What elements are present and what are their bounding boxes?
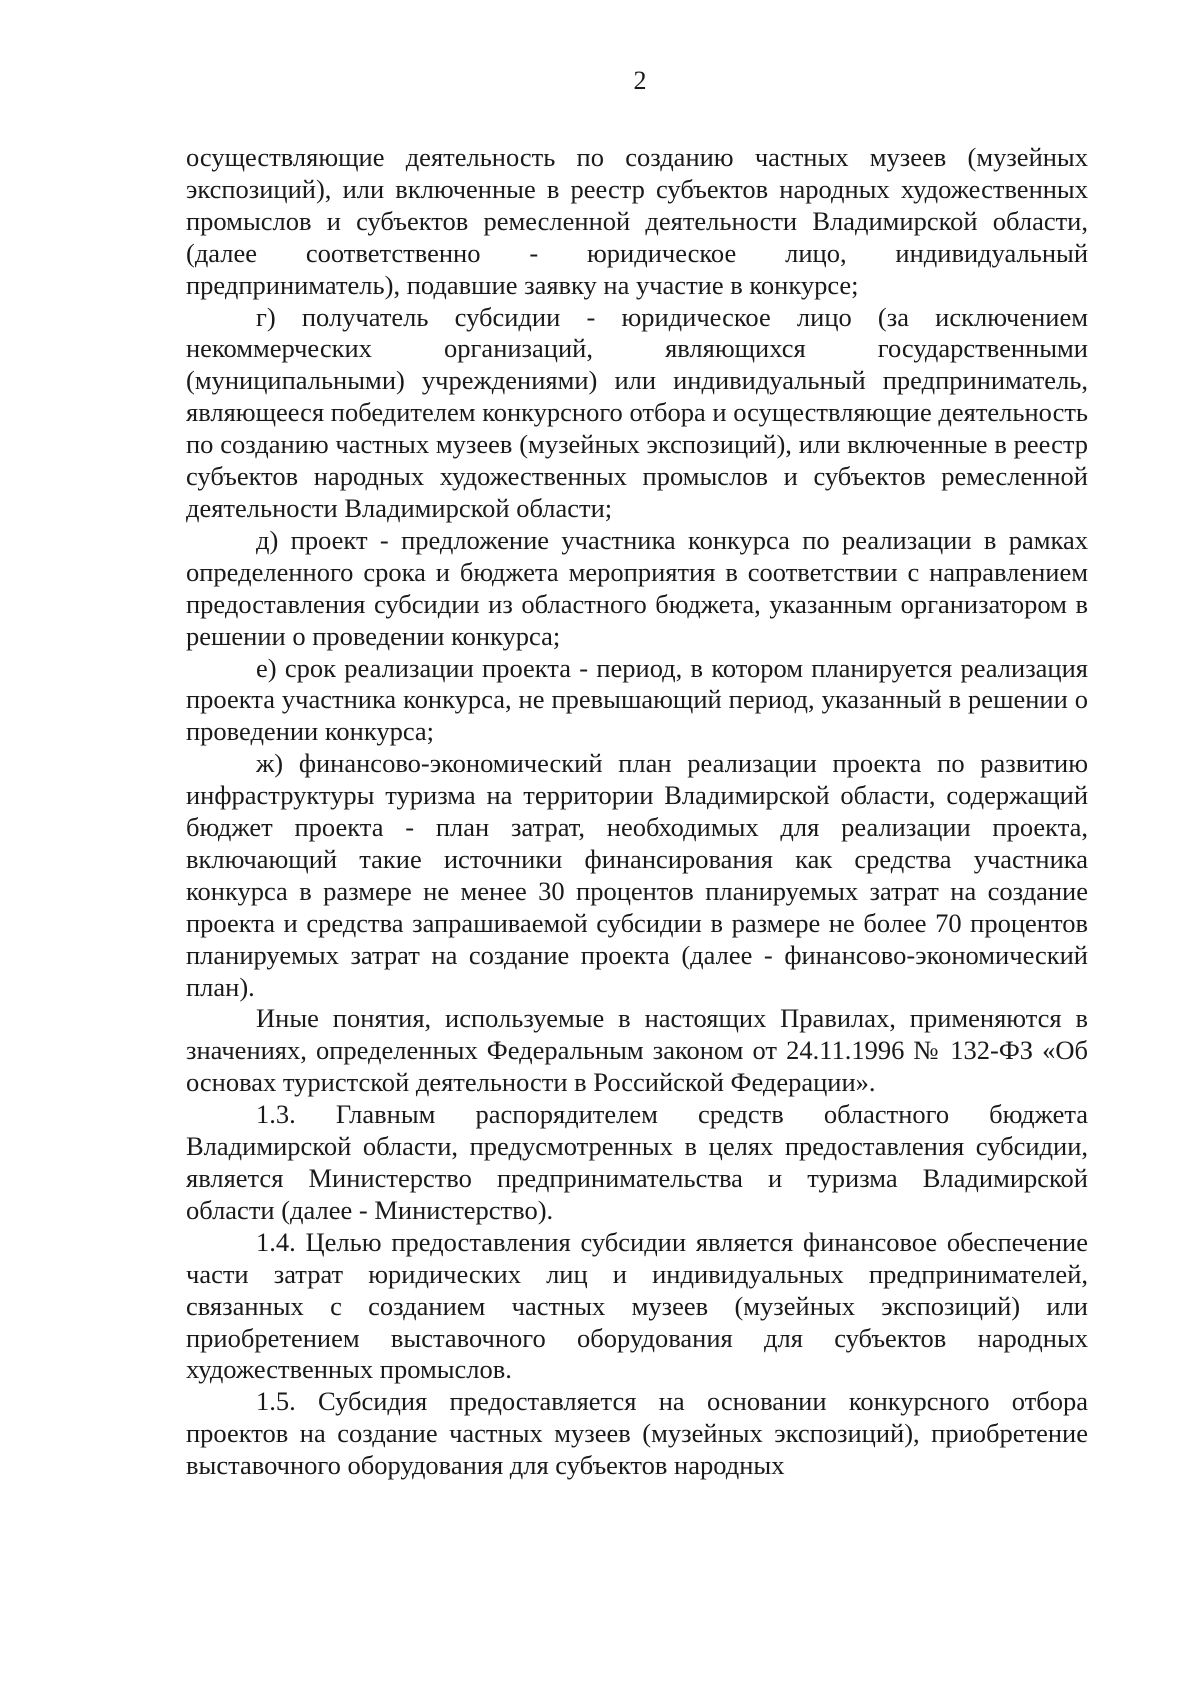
- paragraph-item-zh: ж) финансово-экономический план реализации проекта по развитию инфраструктуры туризма на территории Владимирской области, содержащий бюджет проекта - план затрат, необходимых для реализации проекта, включающий такие источники финансирования как средства участника конкурса в размере не менее 30 процентов планируемых затрат на создание проекта и средства запрашиваемой субсидии в размере не более 70 процентов планируемых затрат на создание проекта (далее - финансово-экономический план).: [186, 748, 1088, 1002]
- paragraph-item-g: г) получатель субсидии - юридическое лицо (за исключением некоммерческих организаций, являющихся государственными (муниципальными) учреждениями) или индивидуальный предприниматель, являющееся победителем конкурсного отбора и осуществляющие деятельность по созданию частных музеев (музейных экспозиций), или включенные в реестр субъектов народных художественных промыслов и субъектов ремесленной деятельности Владимирской области;: [186, 301, 1088, 523]
- paragraph-1-4: 1.4. Целью предоставления субсидии является финансовое обеспечение части затрат юридических лиц и индивидуальных предпринимателей, связанных с созданием частных музеев (музейных экспозиций) или приобретением выставочного оборудования для субъектов народных художественных промыслов.: [186, 1226, 1088, 1385]
- paragraph-item-e: е) срок реализации проекта - период, в котором планируется реализация проекта участника конкурса, не превышающий период, указанный в решении о проведении конкурса;: [186, 652, 1088, 747]
- paragraph-continuation: осуществляющие деятельность по созданию частных музеев (музейных экспозиций), или включенные в реестр субъектов народных художественных промыслов и субъектов ремесленной деятельности Владимирской области, (далее соответственно - юридическое лицо, индивидуальный предприниматель), подавшие заявку на участие в конкурсе;: [186, 142, 1088, 300]
- paragraph-1-5: 1.5. Субсидия предоставляется на основании конкурсного отбора проектов на создание частных музеев (музейных экспозиций), приобретение выставочного оборудования для субъектов народных: [186, 1386, 1088, 1481]
- page-number: 2: [633, 66, 647, 95]
- paragraph-other-terms: Иные понятия, используемые в настоящих Правилах, применяются в значениях, определенных Федеральным законом от 24.11.1996 № 132-ФЗ «Об основах туристской деятельности в Российской Федерации».: [186, 1003, 1088, 1098]
- document-body: [186, 142, 1088, 1482]
- paragraph-item-d: д) проект - предложение участника конкурса по реализации в рамках определенного срока и бюджета мероприятия в соответствии с направлением предоставления субсидии из областного бюджета, указанным организатором в решении о проведении конкурса;: [186, 524, 1088, 651]
- paragraph-1-3: 1.3. Главным распорядителем средств областного бюджета Владимирской области, предусмотренных в целях предоставления субсидии, является Министерство предпринимательства и туризма Владимирской области (далее - Министерство).: [186, 1099, 1088, 1225]
